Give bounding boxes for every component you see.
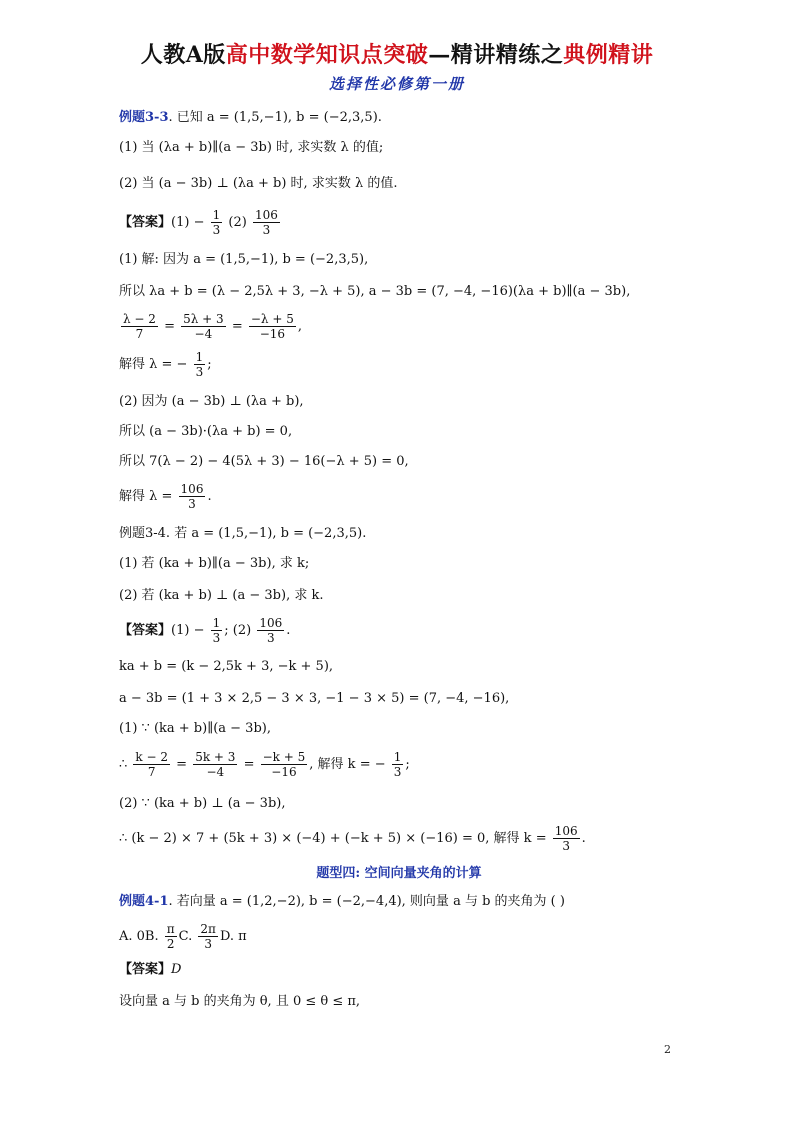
fraction: $\frac{1}{3}$ bbox=[212, 208, 221, 237]
fraction: $\frac{1}{3}$ bbox=[393, 750, 402, 779]
example-3-4-answer: 【答案】(1) − $\frac{1}{3}$ ; (2) $\frac{106}{3}$ . bbox=[119, 616, 291, 645]
example-4-1-options: A. 0B. $\frac{\pi}{2}$ C. $\frac{2\pi}{3}$ D. π bbox=[119, 922, 247, 951]
page-subtitle: 选择性必修第一册 bbox=[328, 75, 465, 93]
example-4-1-heading: 例题4-1. 若向量 a = (1,2,−2), b = (−2,−4,4), 则向量 a 与 b 的夹角为 ( ) bbox=[119, 894, 565, 909]
example-3-4-q1: (1) 若 (ka + b)∥(a − 3b), 求 k; bbox=[119, 556, 310, 571]
example-3-3-step4: 解得 λ = − $\frac{1}{3}$ ; bbox=[119, 350, 212, 379]
fraction: $\frac{-k + 5}{-16}$ bbox=[262, 750, 306, 779]
section-4-title: 题型四: 空间向量夹角的计算 bbox=[316, 866, 482, 881]
example-3-3-step5: (2) 因为 (a − 3b) ⊥ (λa + b), bbox=[119, 394, 304, 409]
fraction: $\frac{\pi}{2}$ bbox=[166, 922, 175, 951]
page-title: 人教A版高中数学知识点突破—精讲精练之典例精讲 bbox=[140, 42, 654, 68]
fraction: $\frac{k - 2}{7}$ bbox=[135, 750, 169, 779]
fraction: $\frac{\lambda - 2}{7}$ bbox=[123, 312, 156, 341]
fraction: $\frac{-\lambda + 5}{-16}$ bbox=[250, 312, 294, 341]
fraction: $\frac{106}{3}$ bbox=[259, 616, 283, 645]
example-3-3-step3: $\frac{\lambda - 2}{7}$ = $\frac{5\lambda + 3}{-4}$ = $\frac{-\lambda + 5}{-16}$ , bbox=[123, 312, 302, 341]
example-3-4-step3: (1) ∵ (ka + b)∥(a − 3b), bbox=[119, 721, 271, 736]
fraction: $\frac{2\pi}{3}$ bbox=[200, 922, 216, 951]
example-3-3-step7: 所以 7(λ − 2) − 4(5λ + 3) − 16(−λ + 5) = 0, bbox=[119, 454, 409, 469]
example-3-4-step5: (2) ∵ (ka + b) ⊥ (a − 3b), bbox=[119, 796, 286, 811]
example-3-4-step6: ∴ (k − 2) × 7 + (5k + 3) × (−4) + (−k + 5) × (−16) = 0, 解得 k = $\frac{106}{3}$ . bbox=[119, 824, 586, 853]
fraction: $\frac{106}{3}$ bbox=[554, 824, 578, 853]
example-3-3-step1: (1) 解: 因为 a = (1,5,−1), b = (−2,3,5), bbox=[119, 252, 369, 267]
example-3-3-q2: (2) 当 (a − 3b) ⊥ (λa + b) 时, 求实数 λ 的值. bbox=[119, 176, 398, 191]
page-header bbox=[0, 38, 794, 93]
example-3-3-answer: 【答案】(1) − $\frac{1}{3}$ (2) $\frac{106}{3}$ bbox=[119, 208, 278, 237]
fraction: $\frac{106}{3}$ bbox=[254, 208, 278, 237]
example-4-1-solution: 设向量 a 与 b 的夹角为 θ, 且 0 ≤ θ ≤ π, bbox=[119, 994, 361, 1009]
example-3-4-step2: a − 3b = (1 + 3 × 2,5 − 3 × 3, −1 − 3 × 5) = (7, −4, −16), bbox=[119, 691, 510, 706]
example-3-4-heading: 例题3-4. 若 a = (1,5,−1), b = (−2,3,5). bbox=[119, 526, 367, 541]
page-number: 2 bbox=[664, 1043, 671, 1056]
example-4-1-answer: 【答案】D bbox=[119, 962, 182, 977]
fraction: $\frac{1}{3}$ bbox=[212, 616, 221, 645]
example-3-3-step8: 解得 λ = $\frac{106}{3}$ . bbox=[119, 482, 212, 511]
example-3-4-q2: (2) 若 (ka + b) ⊥ (a − 3b), 求 k. bbox=[119, 588, 324, 603]
example-3-3-q1: (1) 当 (λa + b)∥(a − 3b) 时, 求实数 λ 的值; bbox=[119, 140, 384, 155]
example-3-3-step6: 所以 (a − 3b)·(λa + b) = 0, bbox=[119, 424, 293, 439]
fraction: $\frac{5k + 3}{-4}$ bbox=[195, 750, 236, 779]
example-3-4-step1: ka + b = (k − 2,5k + 3, −k + 5), bbox=[119, 659, 334, 674]
fraction: $\frac{1}{3}$ bbox=[195, 350, 204, 379]
example-3-3-heading: 例题3-3. 已知 a = (1,5,−1), b = (−2,3,5). bbox=[119, 110, 382, 125]
fraction: $\frac{5\lambda + 3}{-4}$ bbox=[183, 312, 224, 341]
fraction: $\frac{106}{3}$ bbox=[180, 482, 204, 511]
example-3-3-step2: 所以 λa + b = (λ − 2,5λ + 3, −λ + 5), a − 3b = (7, −4, −16)(λa + b)∥(a − 3b), bbox=[119, 284, 631, 299]
example-3-4-step4: ∴ $\frac{k - 2}{7}$ = $\frac{5k + 3}{-4}$ = $\frac{-k + 5}{-16}$ , 解得 k = − $\frac{1}{3}$ ; bbox=[119, 750, 410, 779]
